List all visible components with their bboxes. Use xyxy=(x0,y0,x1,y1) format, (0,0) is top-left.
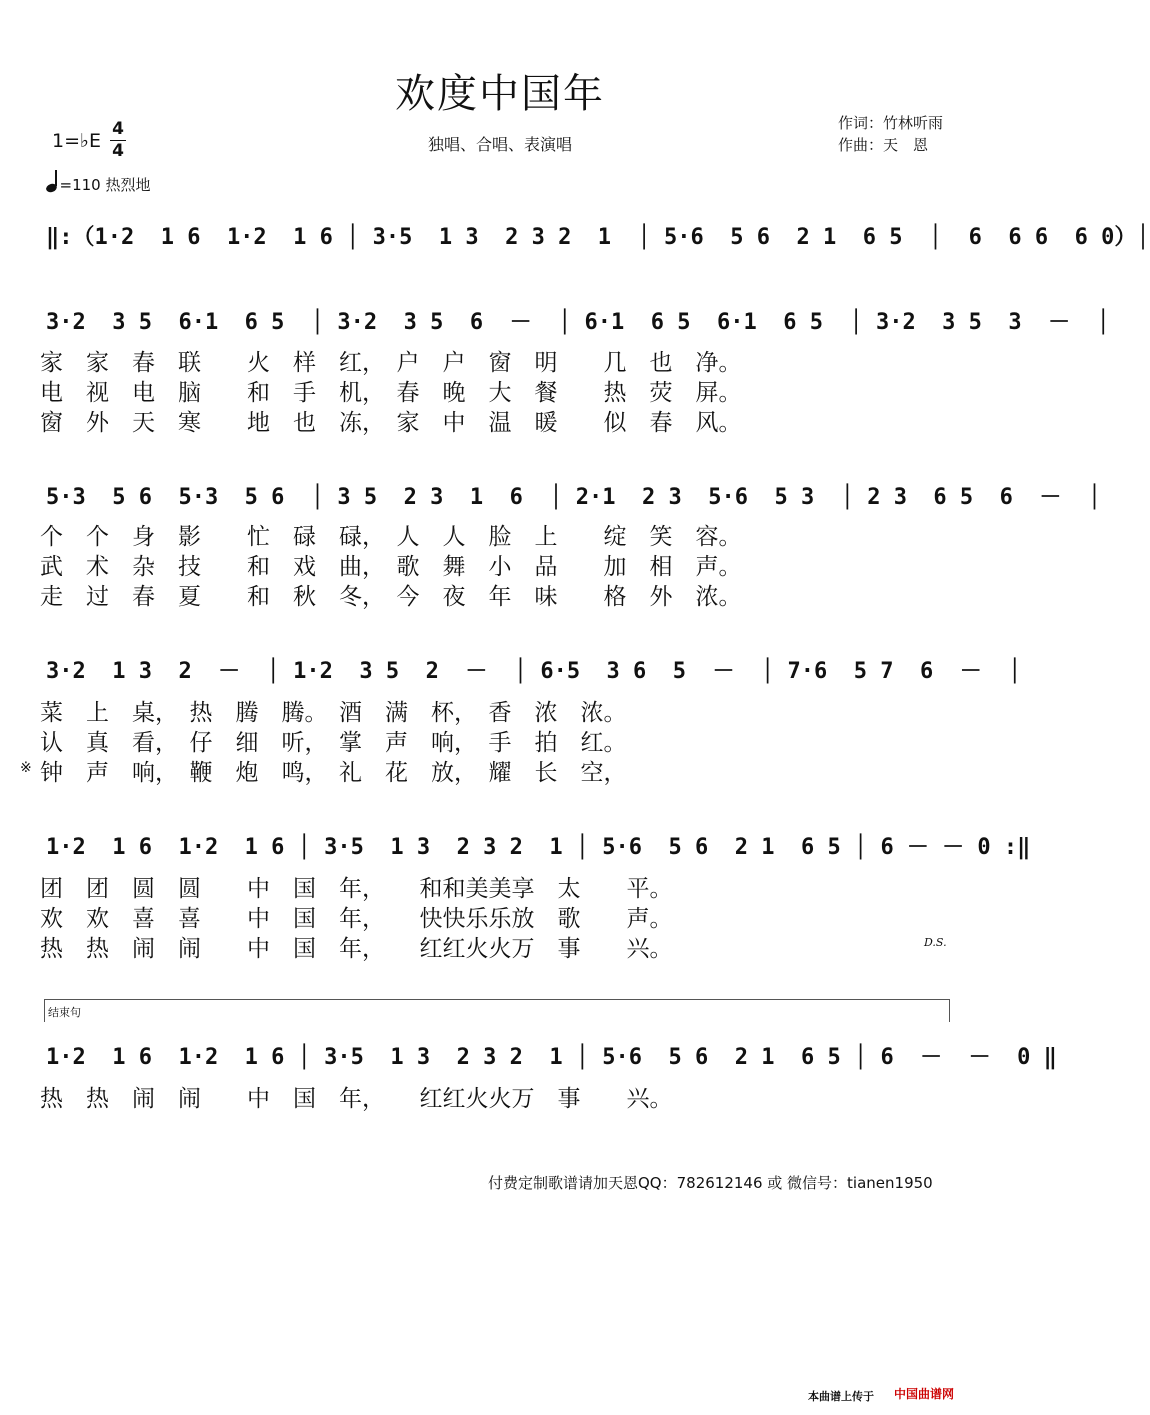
composer-credit: 作曲：天 恩 xyxy=(838,136,929,154)
ending-lyric-1: 热 热 闹 闹 中 国 年， 红红火火万 事 兴。 xyxy=(40,1086,673,1112)
chorus-music-line: 1·2 1 6 1·2 1 6 │ 3·5 1 3 2 3 2 1 │ 5·6 5 6 2 1 6 5 │ 6 － － 0 :‖ xyxy=(46,835,1031,860)
lyricist-credit: 作词：竹林听雨 xyxy=(838,114,944,132)
tempo-text: =110 热烈地 xyxy=(59,176,151,194)
note-stem xyxy=(55,170,57,186)
chorus-lyric-2: 欢 欢 喜 喜 中 国 年， 快快乐乐放 歌 声。 xyxy=(40,906,673,932)
verse-a-lyric-3: 窗 外 天 寒 地 也 冻， 家 中 温 暖 似 春 风。 xyxy=(40,410,742,436)
ending-bracket xyxy=(44,999,950,1022)
verse-b-music-line: 5·3 5 6 5·3 5 6 │ 3 5 2 3 1 6 │ 2·1 2 3 5·6 5 3 │ 2 3 6 5 6 － │ xyxy=(46,485,1102,510)
chorus-lyric-1: 团 团 圆 圆 中 国 年， 和和美美享 太 平。 xyxy=(40,876,673,902)
time-signature xyxy=(110,120,126,161)
segno-sign: ※ xyxy=(20,760,32,776)
verse-c-lyric-1: 菜 上 桌， 热 腾 腾。 酒 满 杯， 香 浓 浓。 xyxy=(40,700,627,726)
verse-b-lyric-2: 武 术 杂 技 和 戏 曲， 歌 舞 小 品 加 相 声。 xyxy=(40,554,742,580)
song-title: 欢度中国年 xyxy=(395,71,605,117)
verse-a-music-line: 3·2 3 5 6·1 6 5 │ 3·2 3 5 6 － │ 6·1 6 5 6·1 6 5 │ 3·2 3 5 3 － │ xyxy=(46,310,1110,335)
time-numerator: 4 xyxy=(112,119,124,139)
verse-c-lyric-3: 钟 声 响， 鞭 炮 鸣， 礼 花 放， 耀 长 空， xyxy=(40,760,627,786)
site-logo: 中国曲谱网 xyxy=(894,1387,955,1401)
verse-b-lyric-1: 个 个 身 影 忙 碌 碌， 人 人 脸 上 绽 笑 容。 xyxy=(40,524,742,550)
verse-a-lyric-1: 家 家 春 联 火 样 红， 户 户 窗 明 几 也 净。 xyxy=(40,350,742,376)
ending-music-line: 1·2 1 6 1·2 1 6 │ 3·5 1 3 2 3 2 1 │ 5·6 5 6 2 1 6 5 │ 6 － － 0 ‖ xyxy=(46,1045,1057,1070)
verse-c-lyric-2: 认 真 看， 仔 细 听， 掌 声 响， 手 拍 红。 xyxy=(40,730,627,756)
ending-label: 结束句 xyxy=(48,1006,81,1019)
custom-score-contact: 付费定制歌谱请加天恩QQ：782612146 或 微信号：tianen1950 xyxy=(488,1174,933,1192)
verse-b-lyric-3: 走 过 春 夏 和 秋 冬， 今 夜 年 味 格 外 浓。 xyxy=(40,584,742,610)
time-denominator: 4 xyxy=(112,141,124,161)
upload-note: 本曲谱上传于 xyxy=(808,1390,874,1403)
key-signature: 1=♭E xyxy=(52,130,101,152)
tempo-marking xyxy=(46,174,150,195)
dal-segno-marking: D.S. xyxy=(924,936,947,949)
chorus-lyric-3: 热 热 闹 闹 中 国 年， 红红火火万 事 兴。 xyxy=(40,936,673,962)
verse-c-music-line: 3·2 1 3 2 － │ 1·2 3 5 2 － │ 6·5 3 6 5 － │ 7·6 5 7 6 － │ xyxy=(46,659,1022,684)
verse-a-lyric-2: 电 视 电 脑 和 手 机， 春 晚 大 餐 热 荧 屏。 xyxy=(40,380,742,406)
intro-music-line: ‖:（1·2 1 6 1·2 1 6 │ 3·5 1 3 2 3 2 1 │ 5·6 5 6 2 1 6 5 │ 6 6 6 6 0）│ xyxy=(46,225,1150,250)
performance-type: 独唱、合唱、表演唱 xyxy=(427,135,572,154)
